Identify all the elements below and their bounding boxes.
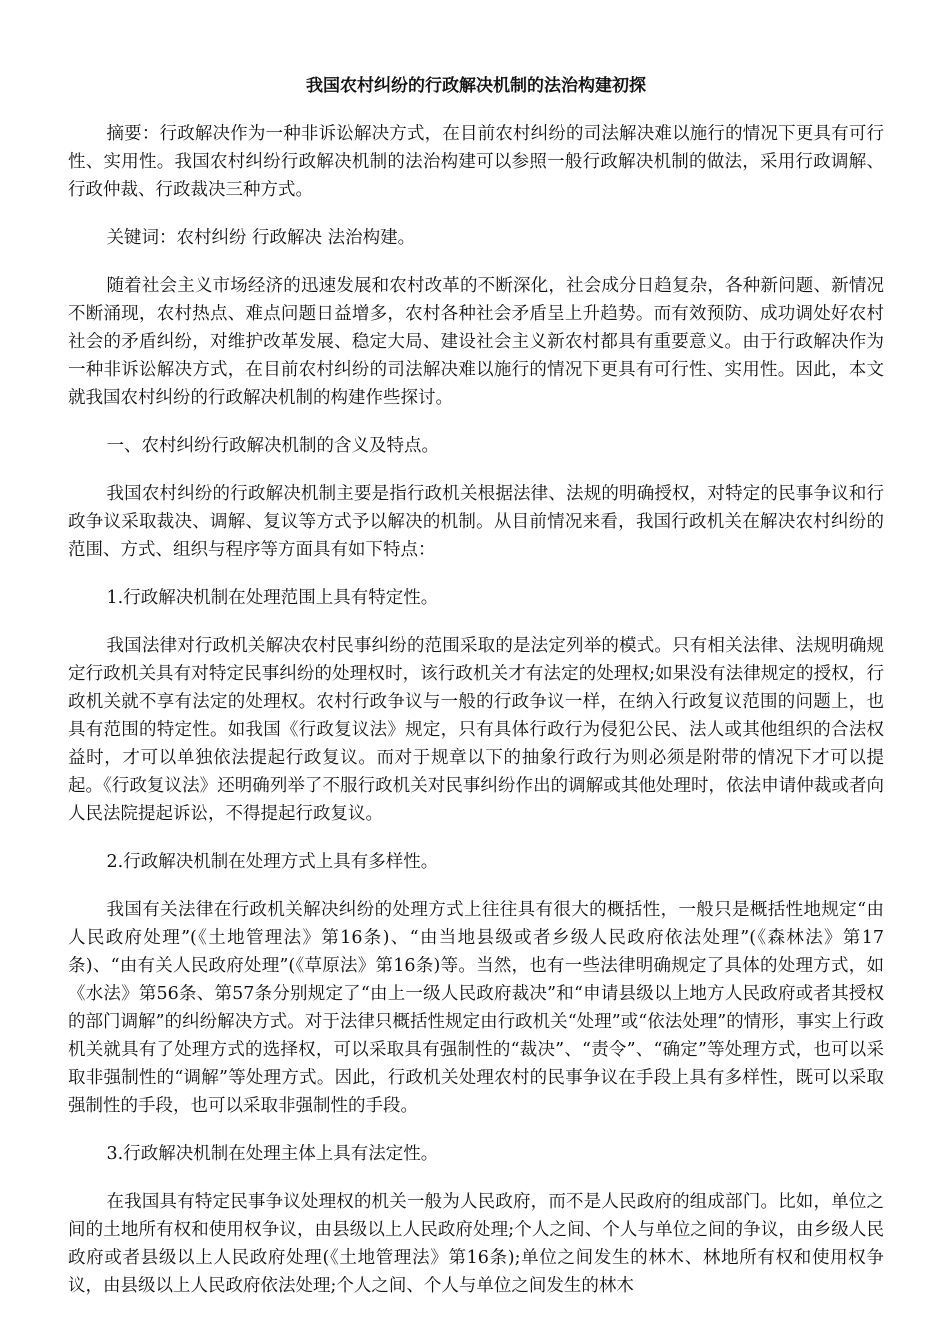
point1-paragraph: 我国法律对行政机关解决农村民事纠纷的范围采取的是法定列举的模式。只有相关法律、法规明确规定行政机关具有对特定民事纠纷的处理权时，该行政机关才有法定的处理权;如果没有法律规定的授权，行政机关就不享有法定的处理权。农村行政争议与一般的行政争议一样，在纳入行政复议范围的问题上，也具有范围的特定性。如我国《行政复议法》规定，只有具体行政行为侵犯公民、法人或其他组织的合法权益时，才可以单独依法提起行政复议。而对于规章以下的抽象行政行为则必须是附带的情况下才可以提起。《行政复议法》还明确列举了不服行政机关对民事纠纷作出的调解或其他处理时，依法申请仲裁或者向人民法院提起诉讼，不得提起行政复议。 (68, 636, 884, 824)
point3-heading: 3.行政解决机制在处理主体上具有法定性。 (106, 1144, 439, 1164)
abstract-paragraph: 摘要：行政解决作为一种非诉讼解决方式，在目前农村纠纷的司法解决难以施行的情况下更具有可行性、实用性。我国农村纠纷行政解决机制的法治构建可以参照一般行政解决机制的做法，采用行政调解、行政仲裁、行政裁决三种方式。 (68, 124, 884, 200)
intro-paragraph: 随着社会主义市场经济的迅速发展和农村改革的不断深化，社会成分日趋复杂，各种新问题、新情况不断涌现，农村热点、难点问题日益增多，农村各种社会矛盾呈上升趋势。而有效预防、成功调处好农村社会的矛盾纠纷，对维护改革发展、稳定大局、建设社会主义新农村都具有重要意义。由于行政解决作为一种非诉讼解决方式，在目前农村纠纷的司法解决难以施行的情况下更具有可行性、实用性。因此，本文就我国农村纠纷的行政解决机制的构建作些探讨。 (68, 276, 884, 408)
point1-heading: 1.行政解决机制在处理范围上具有特定性。 (106, 588, 439, 608)
section1-heading: 一、农村纠纷行政解决机制的含义及特点。 (106, 436, 439, 456)
keywords-paragraph: 关键词：农村纠纷 行政解决 法治构建。 (106, 228, 416, 248)
point2-paragraph: 我国有关法律在行政机关解决纠纷的处理方式上往往具有很大的概括性，一般只是概括性地规定“由人民政府处理”(《土地管理法》第16条)、“由当地县级或者乡级人民政府依法处理”(《森林法》第17条)、“由有关人民政府处理”(《草原法》第16条)等。当然，也有一些法律明确规定了具体的处理方式，如《水法》第56条、第57条分别规定了“由上一级人民政府裁决”和“申请县级以上地方人民政府或者其授权的部门调解”的纠纷解决方式。对于法律只概括性规定由行政机关“处理”或“依法处理”的情形，事实上行政机关就具有了处理方式的选择权，可以采取具有强制性的“裁决”、“责令”、“确定”等处理方式，也可以采取非强制性的“调解”等处理方式。因此，行政机关处理农村的民事争议在手段上具有多样性，既可以采取强制性的手段，也可以采取非强制性的手段。 (68, 900, 884, 1116)
section1-paragraph: 我国农村纠纷的行政解决机制主要是指行政机关根据法律、法规的明确授权，对特定的民事争议和行政争议采取裁决、调解、复议等方式予以解决的机制。从目前情况来看，我国行政机关在解决农村纠纷的范围、方式、组织与程序等方面具有如下特点： (68, 484, 884, 560)
point3-paragraph: 在我国具有特定民事争议处理权的机关一般为人民政府，而不是人民政府的组成部门。比如，单位之间的土地所有权和使用权争议，由县级以上人民政府处理;个人之间、个人与单位之间的争议，由乡级人民政府或者县级以上人民政府处理(《土地管理法》第16条);单位之间发生的林木、林地所有权和使用权争议，由县级以上人民政府依法处理;个人之间、个人与单位之间发生的林木 (68, 1192, 884, 1296)
point2-heading: 2.行政解决机制在处理方式上具有多样性。 (106, 852, 439, 872)
document-title: 我国农村纠纷的行政解决机制的法治构建初探 (306, 76, 646, 96)
document-page (68, 72, 884, 1320)
